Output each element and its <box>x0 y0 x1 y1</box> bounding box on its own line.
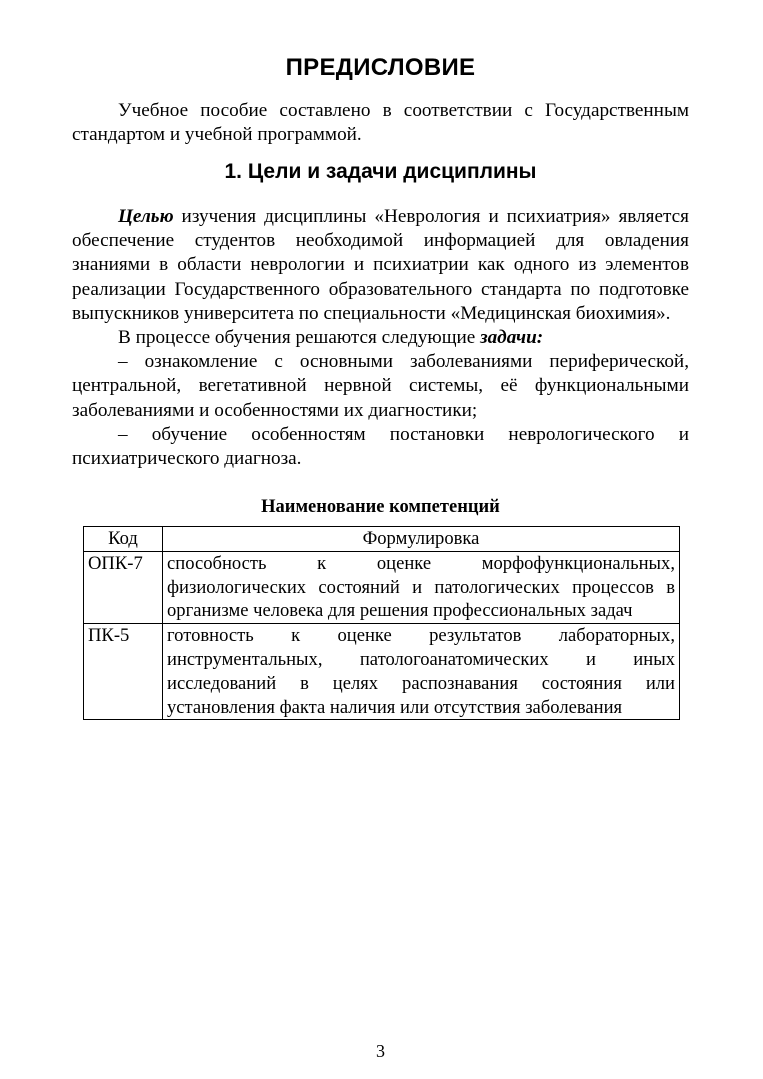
goal-term: Целью <box>118 206 174 227</box>
header-wording: Формулировка <box>163 527 680 552</box>
page-number: 3 <box>376 1041 385 1061</box>
preface-paragraph <box>72 99 689 147</box>
page-title: ПРЕДИСЛОВИЕ <box>285 54 476 81</box>
row-wording: способность к оценке морфофункциональных, физиологических состояний и патологических процессов в организме человека для решения профессиональных задач <box>163 551 680 623</box>
row-code: ПК-5 <box>84 624 163 720</box>
tasks-term: задачи: <box>480 327 544 349</box>
row-code: ОПК-7 <box>84 551 163 623</box>
goal-paragraph <box>72 205 689 326</box>
preface-text: Учебное пособие составлено в соответствии с Государственным стандартом и учебной программой. <box>72 100 689 146</box>
header-code: Код <box>84 527 163 552</box>
table-caption: Наименование компетенций <box>261 497 500 517</box>
table-header-row <box>84 527 680 552</box>
table-row <box>84 551 680 623</box>
section-body <box>72 205 689 471</box>
competencies-table <box>83 526 680 720</box>
goal-text: изучения дисциплины «Неврология и психиатрия» является обеспечение студентов необходимой информацией для овладения знаниями в области неврологии и психиатрии как одного из элементов реализации Государственного образовательного стандарта по подготовке выпускников университета по специальности «Медицинская биохимия». <box>72 206 689 324</box>
section-heading: 1. Цели и задачи дисциплины <box>224 160 537 183</box>
document-page <box>72 0 689 1079</box>
task-item-1: – ознакомление с основными заболеваниями периферической, центральной, вегетативной нервной системы, её функциональными заболеваниями и особенностями их диагностики; <box>72 351 689 421</box>
tasks-intro: В процессе обучения решаются следующие <box>118 327 481 349</box>
row-wording: готовность к оценке результатов лабораторных, инструментальных, патологоанатомических и иных исследований в целях распознавания состояния или установления факта наличия или отсутствия заболевания <box>163 624 680 720</box>
tasks-intro-paragraph <box>72 326 689 350</box>
table-row <box>84 624 680 720</box>
task-item-2: – обучение особенностям постановки неврологического и психиатрического диагноза. <box>72 423 689 470</box>
